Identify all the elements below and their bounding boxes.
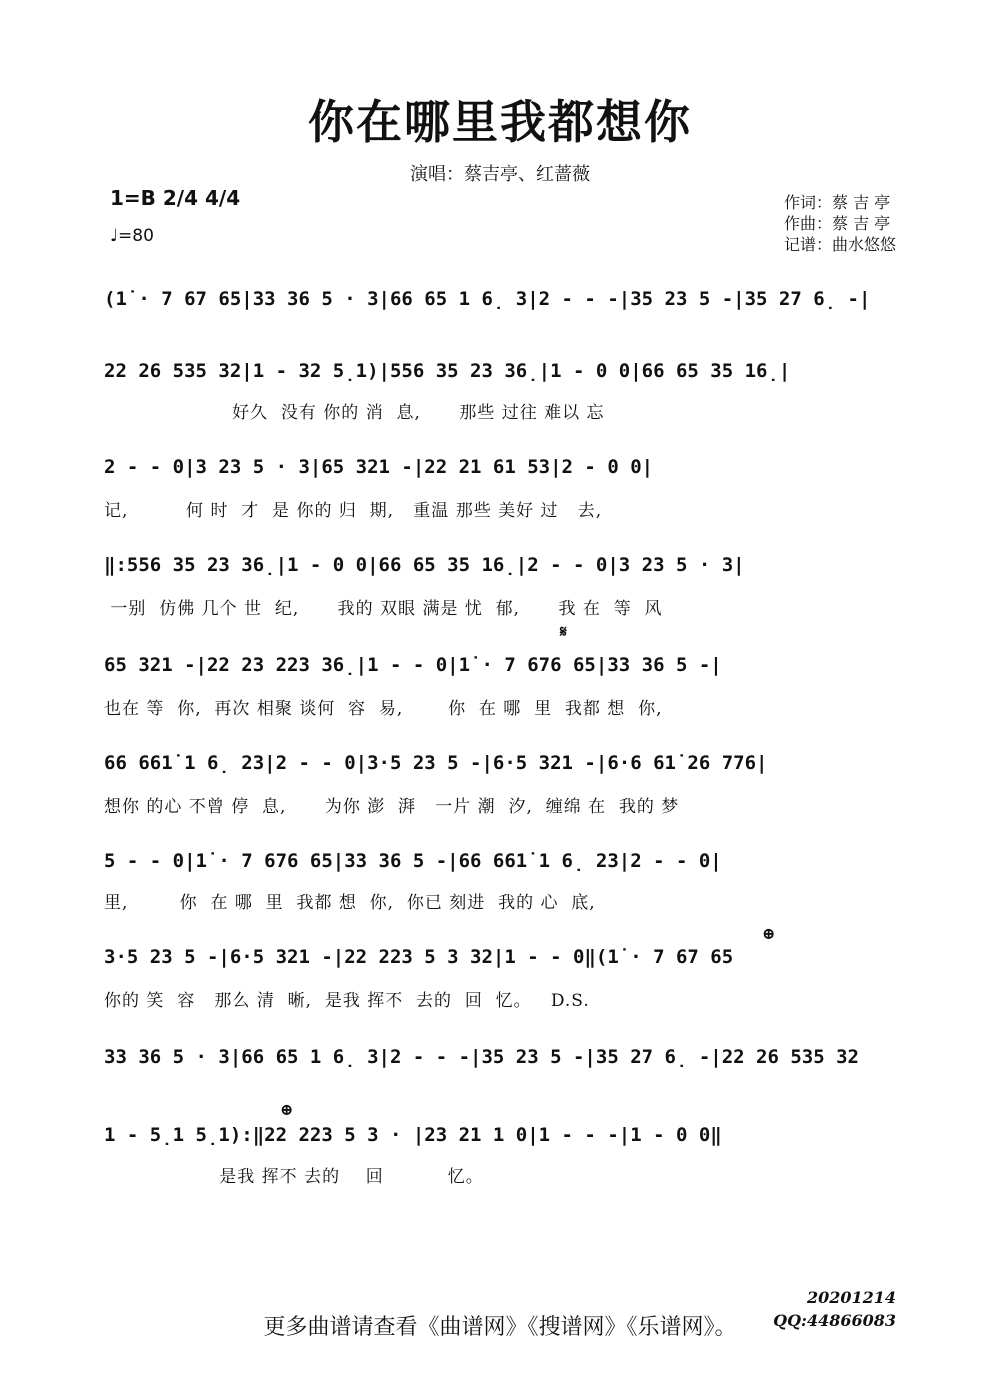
tempo-marking: ♩=80 — [110, 226, 154, 246]
lyric-line-5: 也在 等 你, 再次 相聚 谈何 容 易, 你 在 哪 里 我都 想 你, — [104, 699, 663, 719]
lyric-line-7: 里, 你 在 哪 里 我都 想 你, 你已 刻进 我的 心 底, — [104, 893, 596, 913]
score-line-7: 5 - - 0|1̇ · 7 676 65|33 36 5 -|66 661̇ 1 6̣ 23|2 - - 0| — [104, 850, 722, 872]
composer-credit: 作曲：蔡 吉 亭 — [783, 214, 891, 233]
score-line-5: 65 321 -|22 23 223 36̣|1 - - 0|1̇ · 7 676 65|33 36 5 -| — [104, 654, 722, 676]
lyricist-credit: 作词：蔡 吉 亭 — [783, 193, 891, 212]
score-line-3: 2 - - 0|3 23 5 · 3|65 321 -|22 21 61 53|2 - 0 0| — [104, 456, 654, 478]
lyric-line-3: 记, 何 时 才 是 你的 归 期, 重温 那些 美好 过 去, — [104, 501, 603, 521]
score-line-6: 66 661̇ 1 6̣ 23|2 - - 0|3·5 23 5 -|6·5 321 -|6·6 61̇ 26 776| — [104, 752, 768, 774]
score-line-8: 3·5 23 5 -|6·5 321 -|22 223 5 3 32|1 - - 0‖(1̇ · 7 67 65 — [104, 946, 734, 968]
score-line-9: 33 36 5 · 3|66 65 1 6̣ 3|2 - - -|35 23 5 -|35 27 6̣ -|22 26 535 32 — [104, 1046, 859, 1068]
lyric-line-8: 你的 笑 容 那么 清 晰, 是我 挥不 去的 回 忆。 D.S. — [104, 991, 590, 1011]
lyric-line-6: 想你 的心 不曾 停 息, 为你 澎 湃 一片 潮 汐, 缠绵 在 我的 梦 — [104, 797, 680, 817]
segno-mark: 𝄋 — [560, 622, 567, 641]
footer-note: 更多曲谱请查看《曲谱网》《搜谱网》《乐谱网》。 — [263, 1315, 737, 1340]
coda-mark-2: ⊕ — [280, 1100, 294, 1119]
key-signature: 1=B 2/4 4/4 — [110, 186, 241, 210]
lyric-line-4: 一别 仿佛 几个 世 纪, 我的 双眼 满是 忧 郁, 我 在 等 风 — [104, 599, 663, 619]
lyric-line-2: 好久 没有 你的 消 息, 那些 过往 难以 忘 — [104, 403, 605, 423]
coda-mark: ⊕ — [762, 924, 776, 943]
date-text: 20201214 — [806, 1288, 896, 1307]
qq-text: QQ:44866083 — [773, 1311, 896, 1330]
score-line-4: ‖:556 35 23 36̣|1 - 0 0|66 65 35 16̣|2 - - 0|3 23 5 · 3| — [104, 554, 745, 576]
transcriber-credit: 记谱：曲水悠悠 — [783, 235, 896, 254]
singer-credit: 演唱：蔡吉亭、红蔷薇 — [410, 164, 590, 185]
score-line-1: (1̇ · 7 67 65|33 36 5 · 3|66 65 1 6̣ 3|2 - - -|35 23 5 -|35 27 6̣ -| — [104, 288, 871, 310]
lyric-line-10: 是我 挥不 去的 回 忆。 — [104, 1167, 484, 1187]
credits-block — [784, 192, 896, 255]
score-line-2: 22 26 535 32|1 - 32 5̣1)|556 35 23 36̣|1 - 0 0|66 65 35 16̣| — [104, 360, 791, 382]
song-title: 你在哪里我都想你 — [308, 95, 692, 149]
score-line-10: 1 - 5̣1 5̣1):‖22 223 5 3 · |23 21 1 0|1 - - -|1 - 0 0‖ — [104, 1124, 722, 1146]
